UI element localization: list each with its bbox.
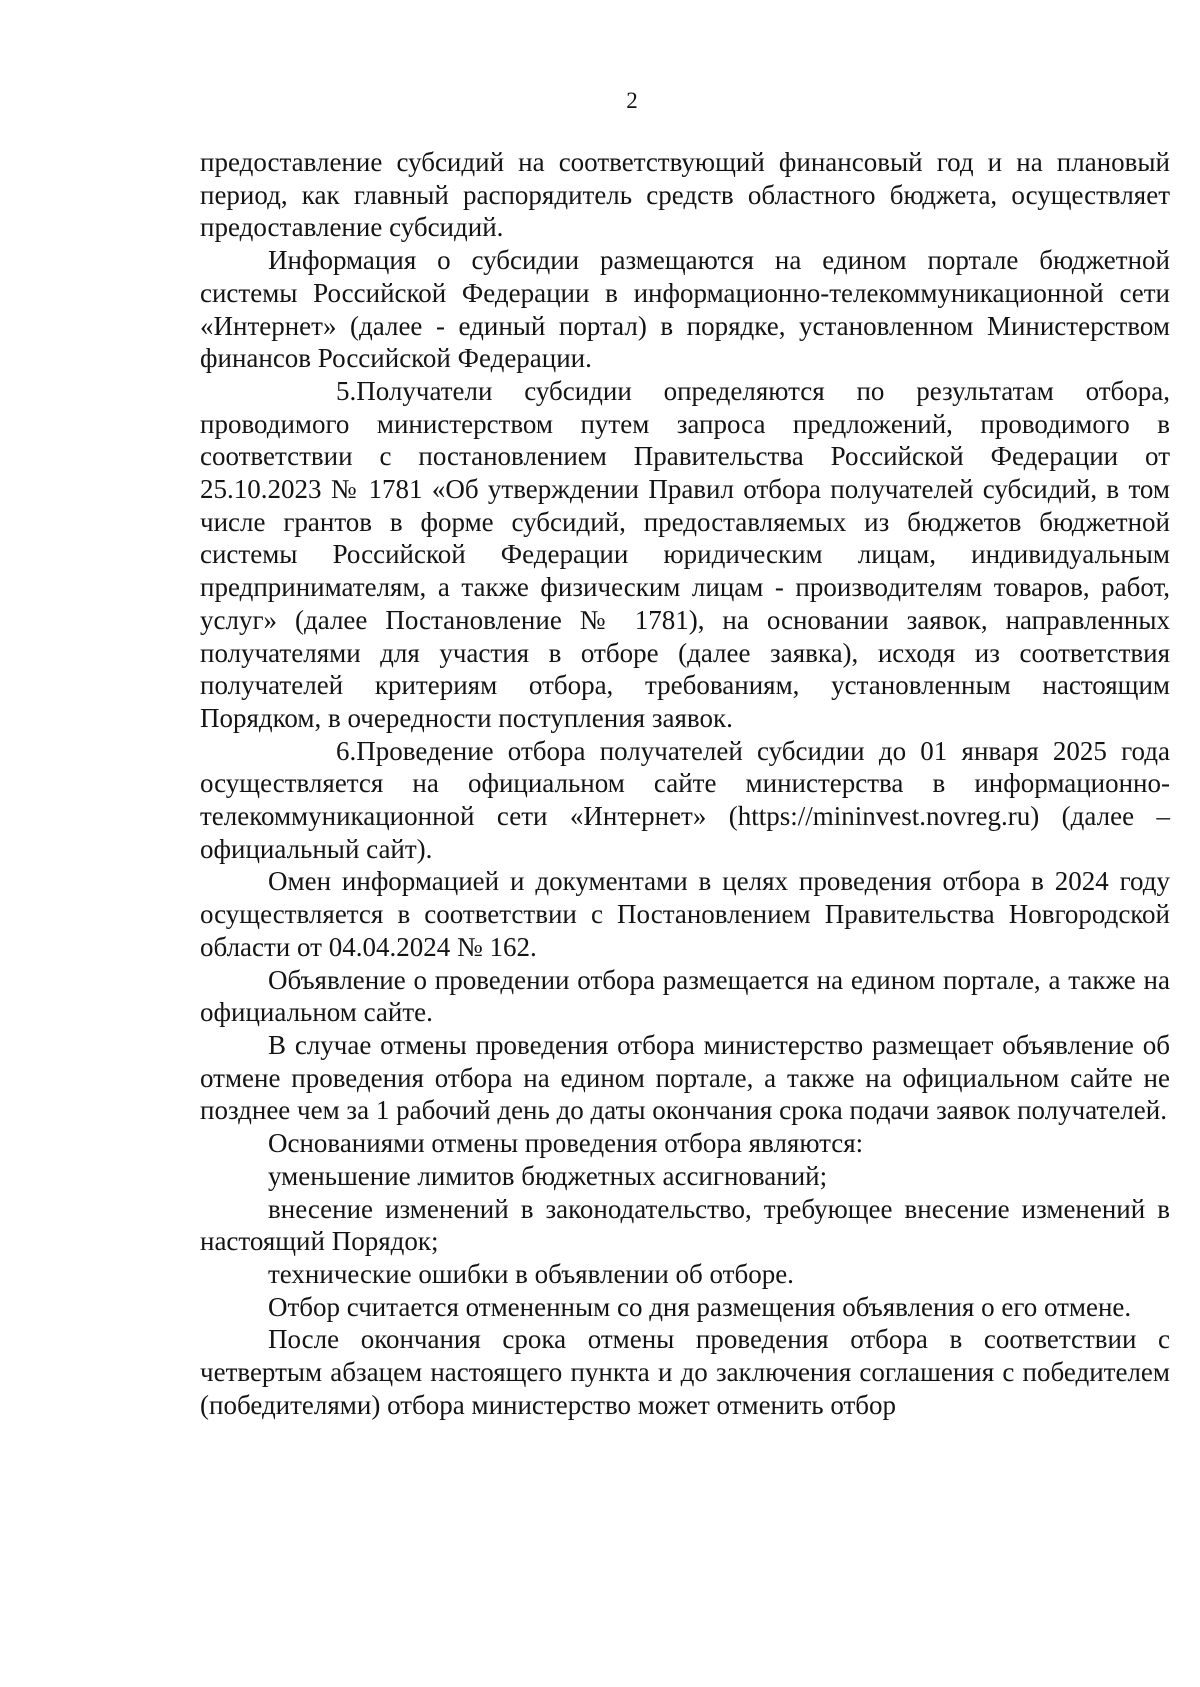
list-item [200,1160,1170,1193]
paragraph-text: В случае отмены проведения отбора министерство размещает объявление об отмене проведения отбора на едином портале, а также на официальном сайте не позднее чем за 1 рабочий день до даты окончания срока подачи заявок получателей. [200,1029,1170,1126]
paragraph-text: Получатели субсидии определяются по результатам отбора, проводимого министерством путем запроса предложений, проводимого в соответствии с постановлением Правительства Российской Федерации от 25.10.2023 № 1781 «Об утверждении Правил отбора получателей субсидий, в том числе грантов в форме субсидий, предоставляемых из бюджетов бюджетной системы Российской Федерации юридическим лицам, индивидуальным предпринимателям, а также физическим лицам - производителям товаров, работ, услуг» (далее Постановление № 1781), на основании заявок, направленных получателями для участия в отборе (далее заявка), исходя из соответствия получателей критериям отбора, требованиям, установленным настоящим Порядком, в очередности поступления заявок. [200,375,1170,733]
paragraph [200,244,1170,375]
paragraph-text: предоставление субсидий на соответствующий финансовый год и на плановый период, как главный распорядитель средств областного бюджета, осуществляет предоставление субсидий. [200,147,1170,243]
paragraph [200,1291,1170,1324]
paragraph [200,964,1170,1029]
paragraph [200,146,1170,244]
numbered-paragraph [200,375,1170,735]
paragraph [200,865,1170,963]
clause-number: 6. [336,735,357,766]
paragraph [200,1323,1170,1421]
page-number: 2 [626,88,638,113]
paragraph-text: уменьшение лимитов бюджетных ассигнований; [268,1160,828,1191]
paragraph-text: Проведение отбора получателей субсидии до 01 января 2025 года осуществляется на официальном сайте министерства в информационно-телекоммуникационной сети «Интернет» (https://mininvest.novreg.ru) (далее – официальный сайт). [200,735,1170,864]
paragraph [200,1029,1170,1127]
paragraph [200,1127,1170,1160]
paragraph-text: технические ошибки в объявлении об отборе. [268,1258,794,1289]
paragraph-text: Объявление о проведении отбора размещается на едином портале, а также на официальном сайте. [200,964,1170,1028]
paragraph-text: Основаниями отмены проведения отбора являются: [268,1128,864,1159]
list-item [200,1258,1170,1291]
document-body [200,146,1170,1421]
paragraph-text: После окончания срока отмены проведения отбора в соответствии с четвертым абзацем настоящего пункта и до заключения соглашения с победителем (победителями) отбора министерство может отменить отбор [200,1324,1170,1420]
clause-number: 5. [336,375,357,406]
list-item [200,1193,1170,1258]
paragraph-text: внесение изменений в законодательство, требующее внесение изменений в настоящий Порядок; [200,1193,1170,1257]
paragraph-text: Информация о субсидии размещаются на едином портале бюджетной системы Российской Федерации в информационно-телекоммуникационной сети «Интернет» (далее - единый портал) в порядке, установленном Министерством финансов Российской Федерации. [200,245,1170,374]
paragraph-text: Омен информацией и документами в целях проведения отбора в 2024 году осуществляется в соответствии с Постановлением Правительства Новгородской области от 04.04.2024 № 162. [200,866,1170,962]
numbered-paragraph [200,735,1170,866]
paragraph-text: Отбор считается отмененным со дня размещения объявления о его отмене. [268,1291,1132,1322]
